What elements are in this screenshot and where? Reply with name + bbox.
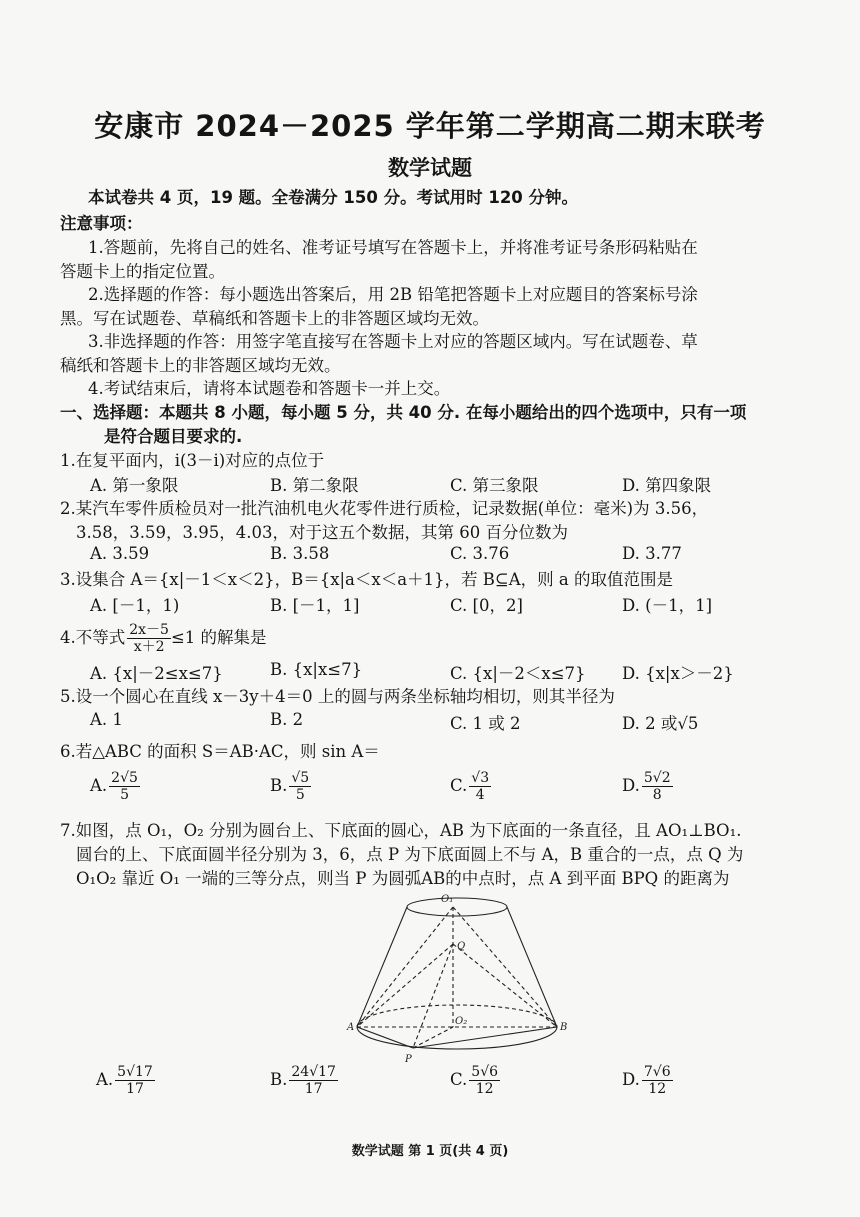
frustum-figure	[345, 892, 570, 1067]
option-a: A. [－1，1)	[90, 596, 180, 615]
fraction	[642, 770, 673, 803]
question-6-stem: 6.若△ABC 的面积 S＝AB·AC，则 sin A＝	[60, 742, 380, 761]
option-label: B.	[270, 1070, 288, 1089]
option-c: C. {x|－2＜x≤7}	[450, 664, 586, 683]
fraction	[127, 622, 171, 655]
fraction-denominator: 12	[648, 1081, 667, 1097]
fraction-numerator: 2√5	[111, 770, 138, 786]
notice-line: 1.答题前，先将自己的姓名、准考证号填写在答题卡上，并将准考证号条形码粘贴在	[88, 238, 698, 257]
option-b: B. 第二象限	[270, 476, 359, 495]
page-footer: 数学试题 第 1 页(共 4 页)	[351, 1144, 509, 1159]
option-label: A.	[90, 776, 108, 795]
option-a: A. {x|－2≤x≤7}	[90, 664, 223, 683]
exam-subtitle: 数学试题	[388, 156, 472, 180]
option-label: C.	[450, 776, 468, 795]
question-2-stem: 2.某汽车零件质检员对一批汽油机电火花零件进行质检，记录数据(单位：毫米)为 3.56，	[60, 499, 709, 518]
question-6-options	[0, 770, 860, 814]
option-d: D. 2 或√5	[622, 714, 699, 733]
fraction-denominator: 12	[475, 1081, 494, 1097]
fraction-numerator: 5√6	[471, 1064, 499, 1080]
option-a: A. 1	[90, 710, 123, 729]
label-b: B	[560, 1022, 568, 1033]
fraction-numerator: 2x－5	[129, 622, 169, 638]
notice-line: 2.选择题的作答：每小题选出答案后，用 2B 铅笔把答题卡上对应题目的答案标号涂	[88, 285, 698, 304]
option-c	[450, 770, 491, 803]
option-label: D.	[622, 776, 640, 795]
fraction-numerator: 24√17	[291, 1064, 336, 1080]
label-a: A	[347, 1022, 355, 1033]
fraction-denominator: x＋2	[133, 639, 165, 655]
exam-summary: 本试卷共 4 页，19 题。全卷满分 150 分。考试用时 120 分钟。	[88, 188, 579, 207]
option-label: C.	[450, 1070, 468, 1089]
notice-line: 答题卡上的指定位置。	[60, 262, 225, 281]
question-1-options	[0, 472, 860, 496]
option-a: A. 3.59	[90, 544, 150, 563]
fraction	[289, 1064, 338, 1097]
option-a	[96, 1064, 155, 1097]
question-4-prefix: 4.不等式	[60, 628, 126, 647]
section-heading-cont: 是符合题目要求的.	[104, 427, 243, 446]
question-5-stem: 5.设一个圆心在直线 x－3y＋4＝0 上的圆与两条坐标轴均相切，则其半径为	[60, 687, 615, 706]
fraction	[469, 1064, 500, 1097]
fraction-numerator: 5√17	[117, 1064, 153, 1080]
fraction	[469, 770, 491, 803]
fraction	[642, 1064, 673, 1097]
label-q: Q	[457, 941, 466, 952]
fraction-denominator: 8	[652, 787, 662, 803]
question-3-options	[0, 592, 860, 616]
question-4-stem	[60, 618, 830, 658]
label-o1: O₁	[441, 894, 454, 905]
fraction-denominator: 5	[120, 787, 129, 803]
option-a: A. 第一象限	[90, 476, 179, 495]
option-b: B. {x|x≤7}	[270, 660, 363, 679]
option-d: D. 第四象限	[622, 476, 712, 495]
fraction-numerator: √3	[471, 770, 490, 786]
fraction	[109, 770, 140, 803]
notice-line: 3.非选择题的作答：用签字笔直接写在答题卡上对应的答题区域内。写在试题卷、草	[88, 332, 698, 351]
question-7-stem: 7.如图，点 O₁，O₂ 分别为圆台上、下底面的圆心，AB 为下底面的一条直径，且 AO₁⊥BO₁.	[60, 821, 742, 840]
section-heading: 一、选择题：本题共 8 小题，每小题 5 分，共 40 分. 在每小题给出的四个选项中，只有一项	[60, 403, 747, 422]
option-c: C. [0，2]	[450, 596, 523, 615]
option-c: C. 1 或 2	[450, 714, 521, 733]
label-p: P	[405, 1054, 412, 1065]
exam-title: 安康市 2024－2025 学年第二学期高二期末联考	[94, 109, 766, 143]
question-4-suffix: ≤1 的解集是	[170, 628, 267, 647]
option-c: C. 3.76	[450, 544, 510, 563]
question-4-options	[0, 660, 860, 684]
fraction-numerator: 7√6	[643, 1064, 671, 1080]
option-b: B. [－1，1]	[270, 596, 360, 615]
question-1-stem: 1.在复平面内，i(3－i)对应的点位于	[60, 451, 325, 470]
option-b: B. 2	[270, 710, 304, 729]
fraction-numerator: 5√2	[643, 770, 671, 786]
question-3-stem: 3.设集合 A＝{x|－1＜x＜2}，B＝{x|a＜x＜a＋1}，若 B⊆A，则 a 的取值范围是	[60, 570, 673, 589]
option-c	[450, 1064, 500, 1097]
option-d: D. 3.77	[622, 544, 682, 563]
notice-line: 4.考试结束后，请将本试题卷和答题卡一并上交。	[88, 379, 451, 398]
fraction-denominator: 17	[126, 1081, 144, 1097]
fraction-denominator: 17	[304, 1081, 323, 1097]
option-label: A.	[96, 1070, 114, 1089]
option-b: B. 3.58	[270, 544, 330, 563]
option-c: C. 第三象限	[450, 476, 539, 495]
fraction	[289, 770, 311, 803]
notice-heading: 注意事项：	[60, 214, 143, 233]
option-label: B.	[270, 776, 288, 795]
option-a	[90, 770, 140, 803]
option-b	[270, 770, 311, 803]
fraction	[115, 1064, 155, 1097]
fraction-denominator: 4	[475, 787, 485, 803]
option-b	[270, 1064, 338, 1097]
fraction-denominator: 5	[295, 787, 305, 803]
question-7-options	[0, 1064, 860, 1108]
question-2-options	[0, 544, 860, 568]
label-o2: O₂	[455, 1016, 468, 1027]
question-2-stem-cont: 3.58，3.59，3.95，4.03，对于这五个数据，其第 60 百分位数为	[76, 523, 568, 542]
question-5-options	[0, 710, 860, 734]
question-7-stem-cont: 圆台的上、下底面圆半径分别为 3，6，点 P 为下底面圆上不与 A，B 重合的一点，点 Q 为	[76, 845, 744, 864]
fraction-numerator: √5	[291, 770, 310, 786]
question-7-stem-cont: O₁O₂ 靠近 O₁ 一端的三等分点，则当 P 为圆弧AB的中点时，点 A 到平面 BPQ 的距离为	[76, 869, 730, 888]
option-d: D. {x|x＞－2}	[622, 664, 734, 683]
option-label: D.	[622, 1070, 640, 1089]
option-d: D. (－1，1]	[622, 596, 713, 615]
notice-line: 稿纸和答题卡上的非答题区域均无效。	[60, 356, 341, 375]
notice-line: 黑。写在试题卷、草稿纸和答题卡上的非答题区域均无效。	[60, 309, 489, 328]
option-d	[622, 1064, 673, 1097]
option-d	[622, 770, 673, 803]
